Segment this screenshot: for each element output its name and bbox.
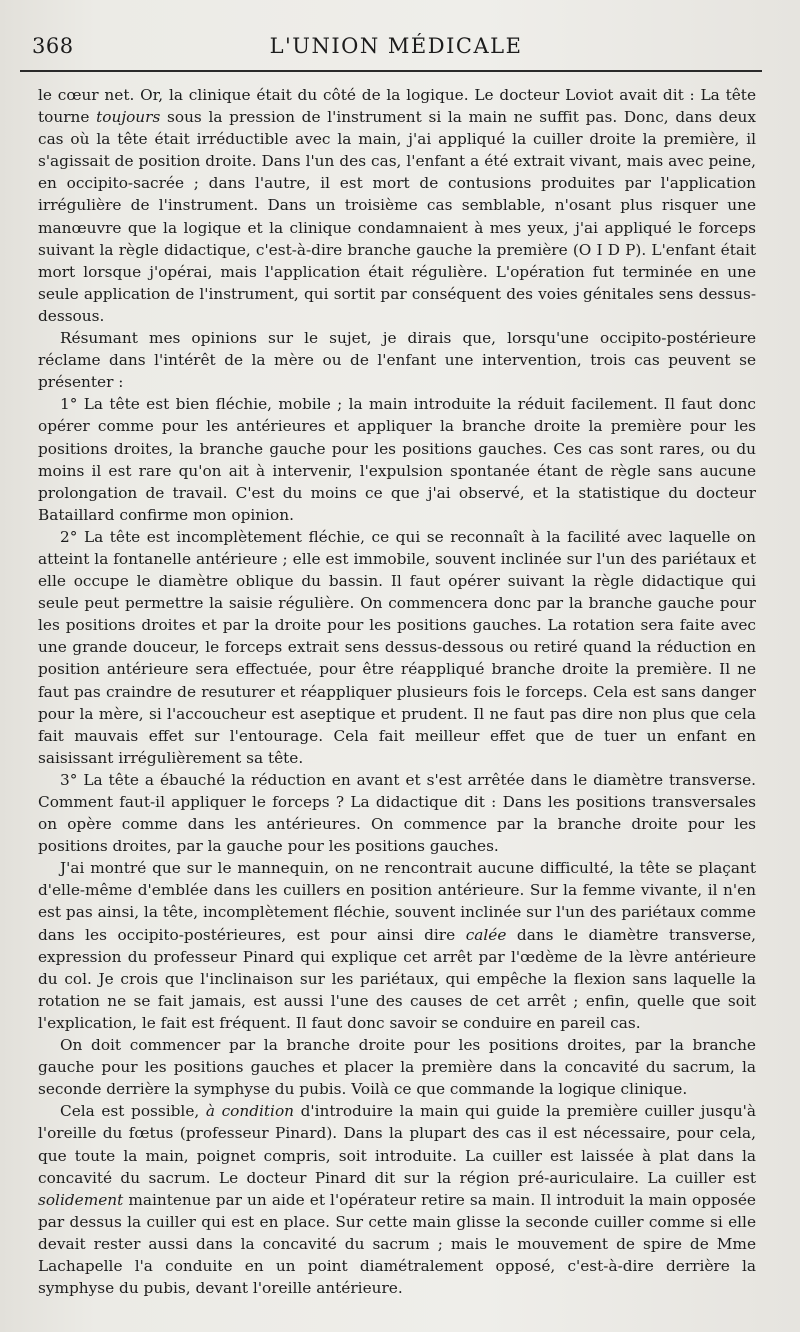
paragraph (38, 769, 756, 857)
italic-text: toujours (96, 108, 161, 127)
text-run: 1° La tête est bien fléchie, mobile ; la main introduite la réduit facilement. Il faut donc opérer comme pour les antérieures et appliquer la branche droite la première pour les positions droites, la branche gauche pour les positions gauches. Ces cas sont rares, ou du moins il est rare qu'on ait à intervenir, l'expulsion spontanée étant de règle sans aucune prolongation de travail. C'est du moins ce que j'ai observé, et la statistique du docteur Bataillard confirme mon opinion. (38, 395, 756, 524)
paragraph (38, 327, 756, 393)
article-body (38, 84, 756, 1299)
page-number: 368 (32, 34, 74, 58)
italic-text: à condition (205, 1102, 295, 1121)
text-run: d'introduire la main qui guide la première cuiller jusqu'à l'oreille du fœtus (professeur Pinard). Dans la plupart des cas il est nécessaire, pour cela, que toute la main, poignet compris, soit introduite. La cuiller est laissée à plat dans la concavité du sacrum. Le docteur Pinard dit sur la région pré-auriculaire. La cuiller est (38, 1102, 756, 1187)
paragraph (38, 84, 756, 327)
text-run: Résumant mes opinions sur le sujet, je dirais que, lorsqu'une occipito-postérieure réclame dans l'intérêt de la mère ou de l'enfant une intervention, trois cas peuvent se présenter : (38, 329, 756, 392)
paragraph (38, 393, 756, 526)
paragraph (38, 526, 756, 769)
text-run: 2° La tête est incomplètement fléchie, ce qui se reconnaît à la facilité avec laquelle on atteint la fontanelle antérieure ; elle est immobile, souvent inclinée sur l'un des pariétaux et elle occupe le diamètre oblique du bassin. Il faut opérer suivant la règle didactique qui seule peut permettre la saisie régulière. On commencera donc par la branche gauche pour les positions droites et par la droite pour les positions gauches. La rotation sera faite avec une grande douceur, le forceps extrait sens dessus-dessous ou retiré quand la réduction en position antérieure sera effectuée, pour être réappliqué branche droite la première. Il ne faut pas craindre de resuturer et réappliquer plusieurs fois le forceps. Cela est sans danger pour la mère, si l'accoucheur est aseptique et prudent. Il ne faut pas dire non plus que cela fait mauvais effet sur l'entourage. Cela fait meilleur effet que de tuer un enfant en saisissant irrégulièrement sa tête. (38, 527, 756, 767)
running-title: L'UNION MÉDICALE (269, 34, 523, 58)
text-run: sous la pression de l'instrument si la main ne suffit pas. Donc, dans deux cas où la tête était irréductible avec la main, j'ai appliqué la cuiller droite la première, il s'agissait de position droite. Dans l'un des cas, l'enfant a été extrait vivant, mais avec peine, en occipito-sacrée ; dans l'autre, il est mort de contusions produites par l'application irrégulière de l'instrument. Dans un troisième cas semblable, n'osant plus risquer une manœuvre que la logique et la clinique condamnaient à mes yeux, j'ai appliqué le forceps suivant la règle didactique, c'est-à-dire branche gauche la première (O I D P). L'enfant était mort lorsque j'opérai, mais l'application était régulière. L'opération fut terminée en une seule application de l'instrument, qui sortit par conséquent des voies génitales sens dessus-dessous. (38, 108, 756, 325)
paragraph (38, 857, 756, 1034)
page-header (32, 28, 760, 64)
text-run: dans le diamètre transverse, expression du professeur Pinard qui explique cet arrêt par l'œdème de la lèvre antérieure du col. Je crois que l'inclinaison sur les pariétaux, qui empêche la flexion sans laquelle la rotation ne se fait jamais, est aussi l'une des causes de cet arrêt ; enfin, quelle que soit l'explication, le fait est fréquent. Il faut donc savoir se conduire en pareil cas. (38, 925, 756, 1032)
header-rule (20, 70, 762, 72)
italic-text: calée (465, 925, 507, 944)
text-run: On doit commencer par la branche droite pour les positions droites, par la branche gauche pour les positions gauches et placer la première dans la concavité du sacrum, la seconde derrière la symphyse du pubis. Voilà ce que commande la logique clinique. (38, 1036, 756, 1099)
italic-text: solidement (38, 1190, 124, 1209)
text-run: le cœur net. Or, la clinique était du côté de la logique. Le docteur Loviot avait dit : La tête tourne (38, 86, 756, 127)
text-run: maintenue par un aide et l'opérateur retire sa main. Il introduit la main opposée par dessus la cuiller qui est en place. Sur cette main glisse la seconde cuiller comme si elle devait rester aussi dans la concavité du sacrum ; mais le mouvement de spire de Mme Lachapelle l'a conduite en un point diamétralement opposé, c'est-à-dire derrière la symphyse du pubis, devant l'oreille antérieure. (38, 1190, 756, 1298)
paragraph (38, 1034, 756, 1100)
text-run: Cela est possible, (60, 1102, 206, 1121)
paragraph (38, 1100, 756, 1299)
text-run: 3° La tête a ébauché la réduction en avant et s'est arrêtée dans le diamètre transverse. Comment faut-il appliquer le forceps ? La didactique dit : Dans les positions transversales on opère comme dans les antérieures. On commence par la branche droite pour les positions droites, par la gauche pour les positions gauches. (38, 770, 756, 856)
text-run: J'ai montré que sur le mannequin, on ne rencontrait aucune difficulté, la tête se plaçant d'elle-même d'emblée dans les cuillers en position antérieure. Sur la femme vivante, il n'en est pas ainsi, la tête, incomplètement fléchie, souvent inclinée sur l'un des pariétaux comme dans les occipito-postérieures, est pour ainsi dire (38, 859, 756, 944)
